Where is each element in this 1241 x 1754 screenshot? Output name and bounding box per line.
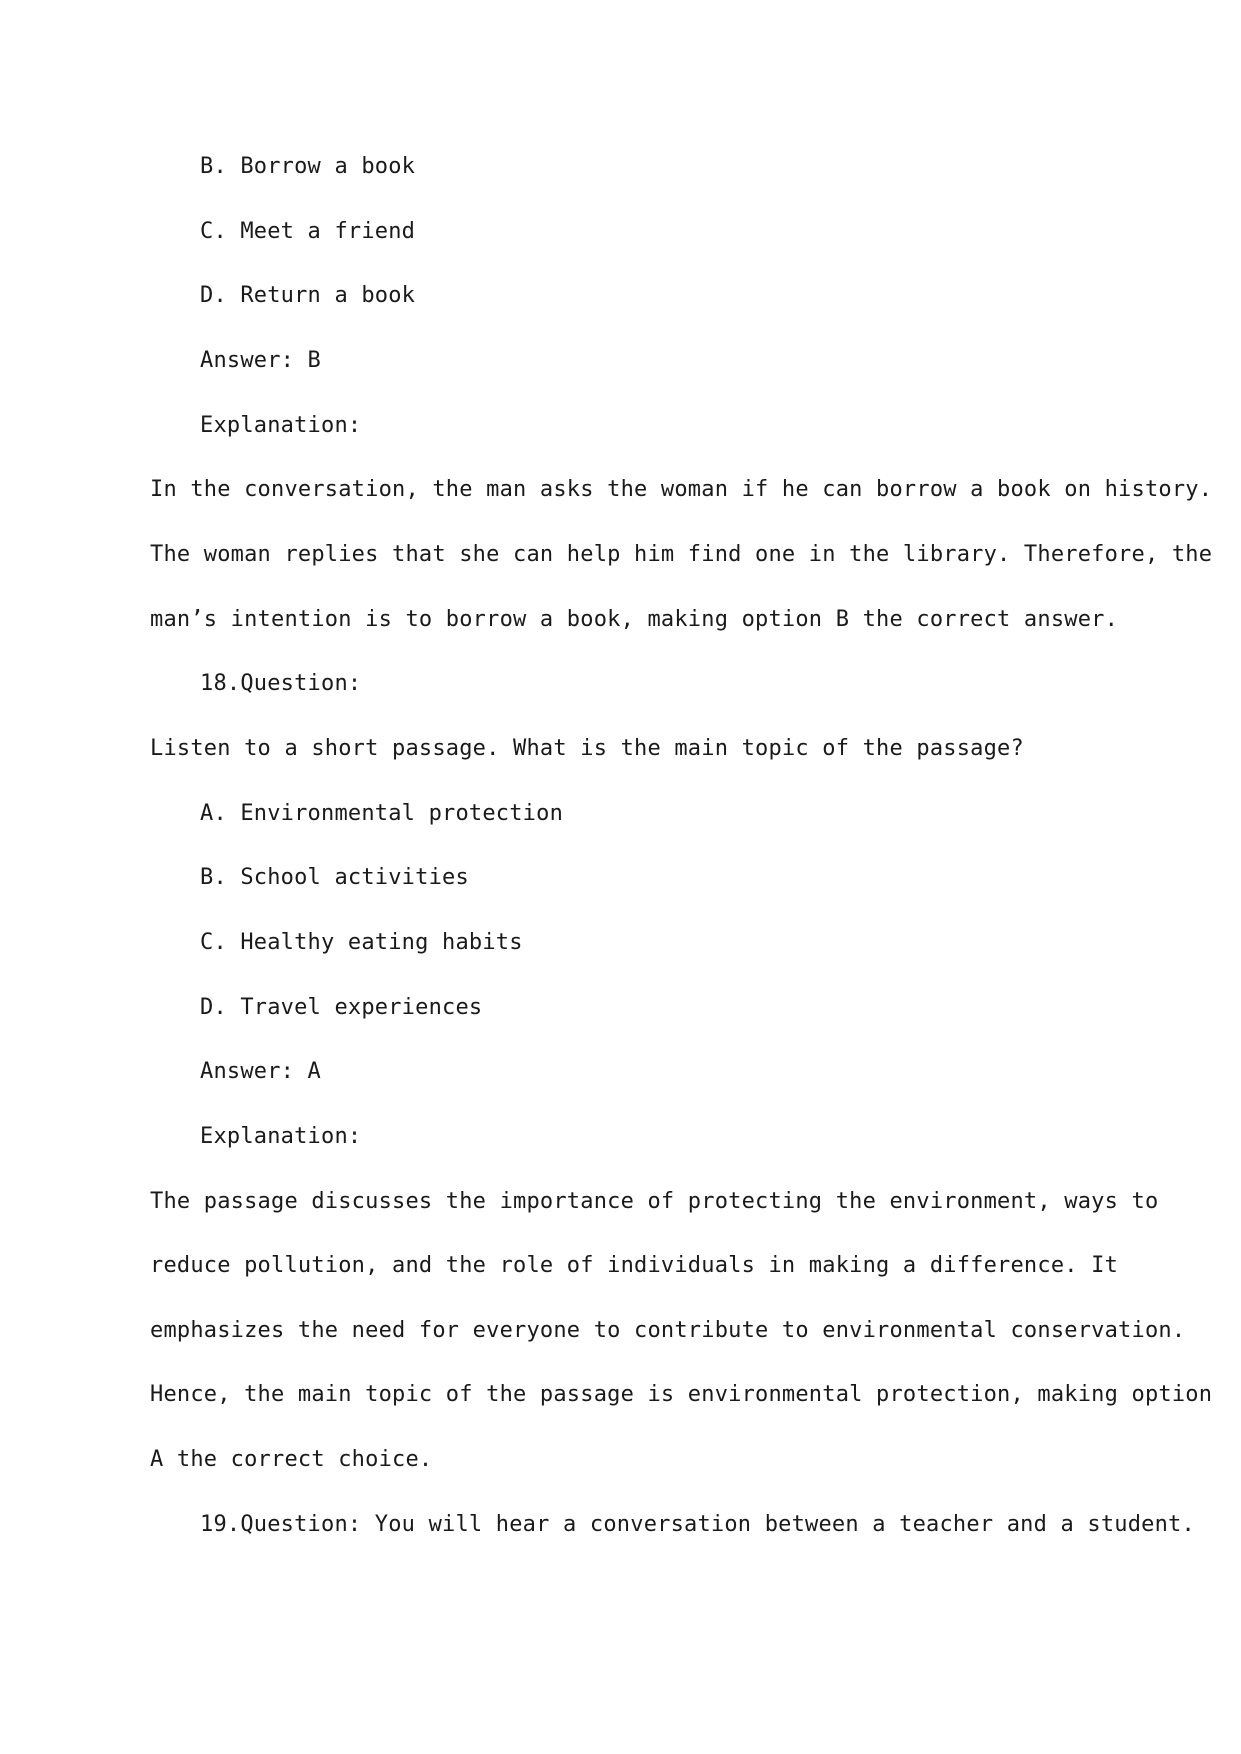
q18-explanation-line: reduce pollution, and the role of individuals in making a difference. It [150,1253,1119,1278]
q17-option-b: B. Borrow a book [200,154,416,179]
q18-label: 18.Question: [200,671,362,696]
q18-prompt: Listen to a short passage. What is the main topic of the passage? [150,736,1024,761]
q17-explanation-line: In the conversation, the man asks the woman if he can borrow a book on history. [150,477,1213,502]
q18-explanation-label: Explanation: [200,1124,362,1149]
q18-option-a: A. Environmental protection [200,801,564,826]
q17-option-c: C. Meet a friend [200,219,416,244]
q18-explanation-line: Hence, the main topic of the passage is environmental protection, making option [150,1382,1213,1407]
q18-option-d: D. Travel experiences [200,995,483,1020]
q17-explanation-line: man’s intention is to borrow a book, making option B the correct answer. [150,607,1119,632]
q18-option-c: C. Healthy eating habits [200,930,523,955]
q17-explanation-line: The woman replies that she can help him find one in the library. Therefore, the [150,542,1213,567]
q19-label: 19.Question: You will hear a conversation between a teacher and a student. [200,1512,1195,1537]
q18-explanation-line: A the correct choice. [150,1447,433,1472]
q18-explanation-line: The passage discusses the importance of protecting the environment, ways to [150,1189,1159,1214]
q18-answer: Answer: A [200,1059,322,1084]
q17-answer: Answer: B [200,348,322,373]
q17-explanation-label: Explanation: [200,413,362,438]
q18-explanation-line: emphasizes the need for everyone to contribute to environmental conservation. [150,1318,1186,1343]
q18-option-b: B. School activities [200,865,469,890]
q17-option-d: D. Return a book [200,283,416,308]
